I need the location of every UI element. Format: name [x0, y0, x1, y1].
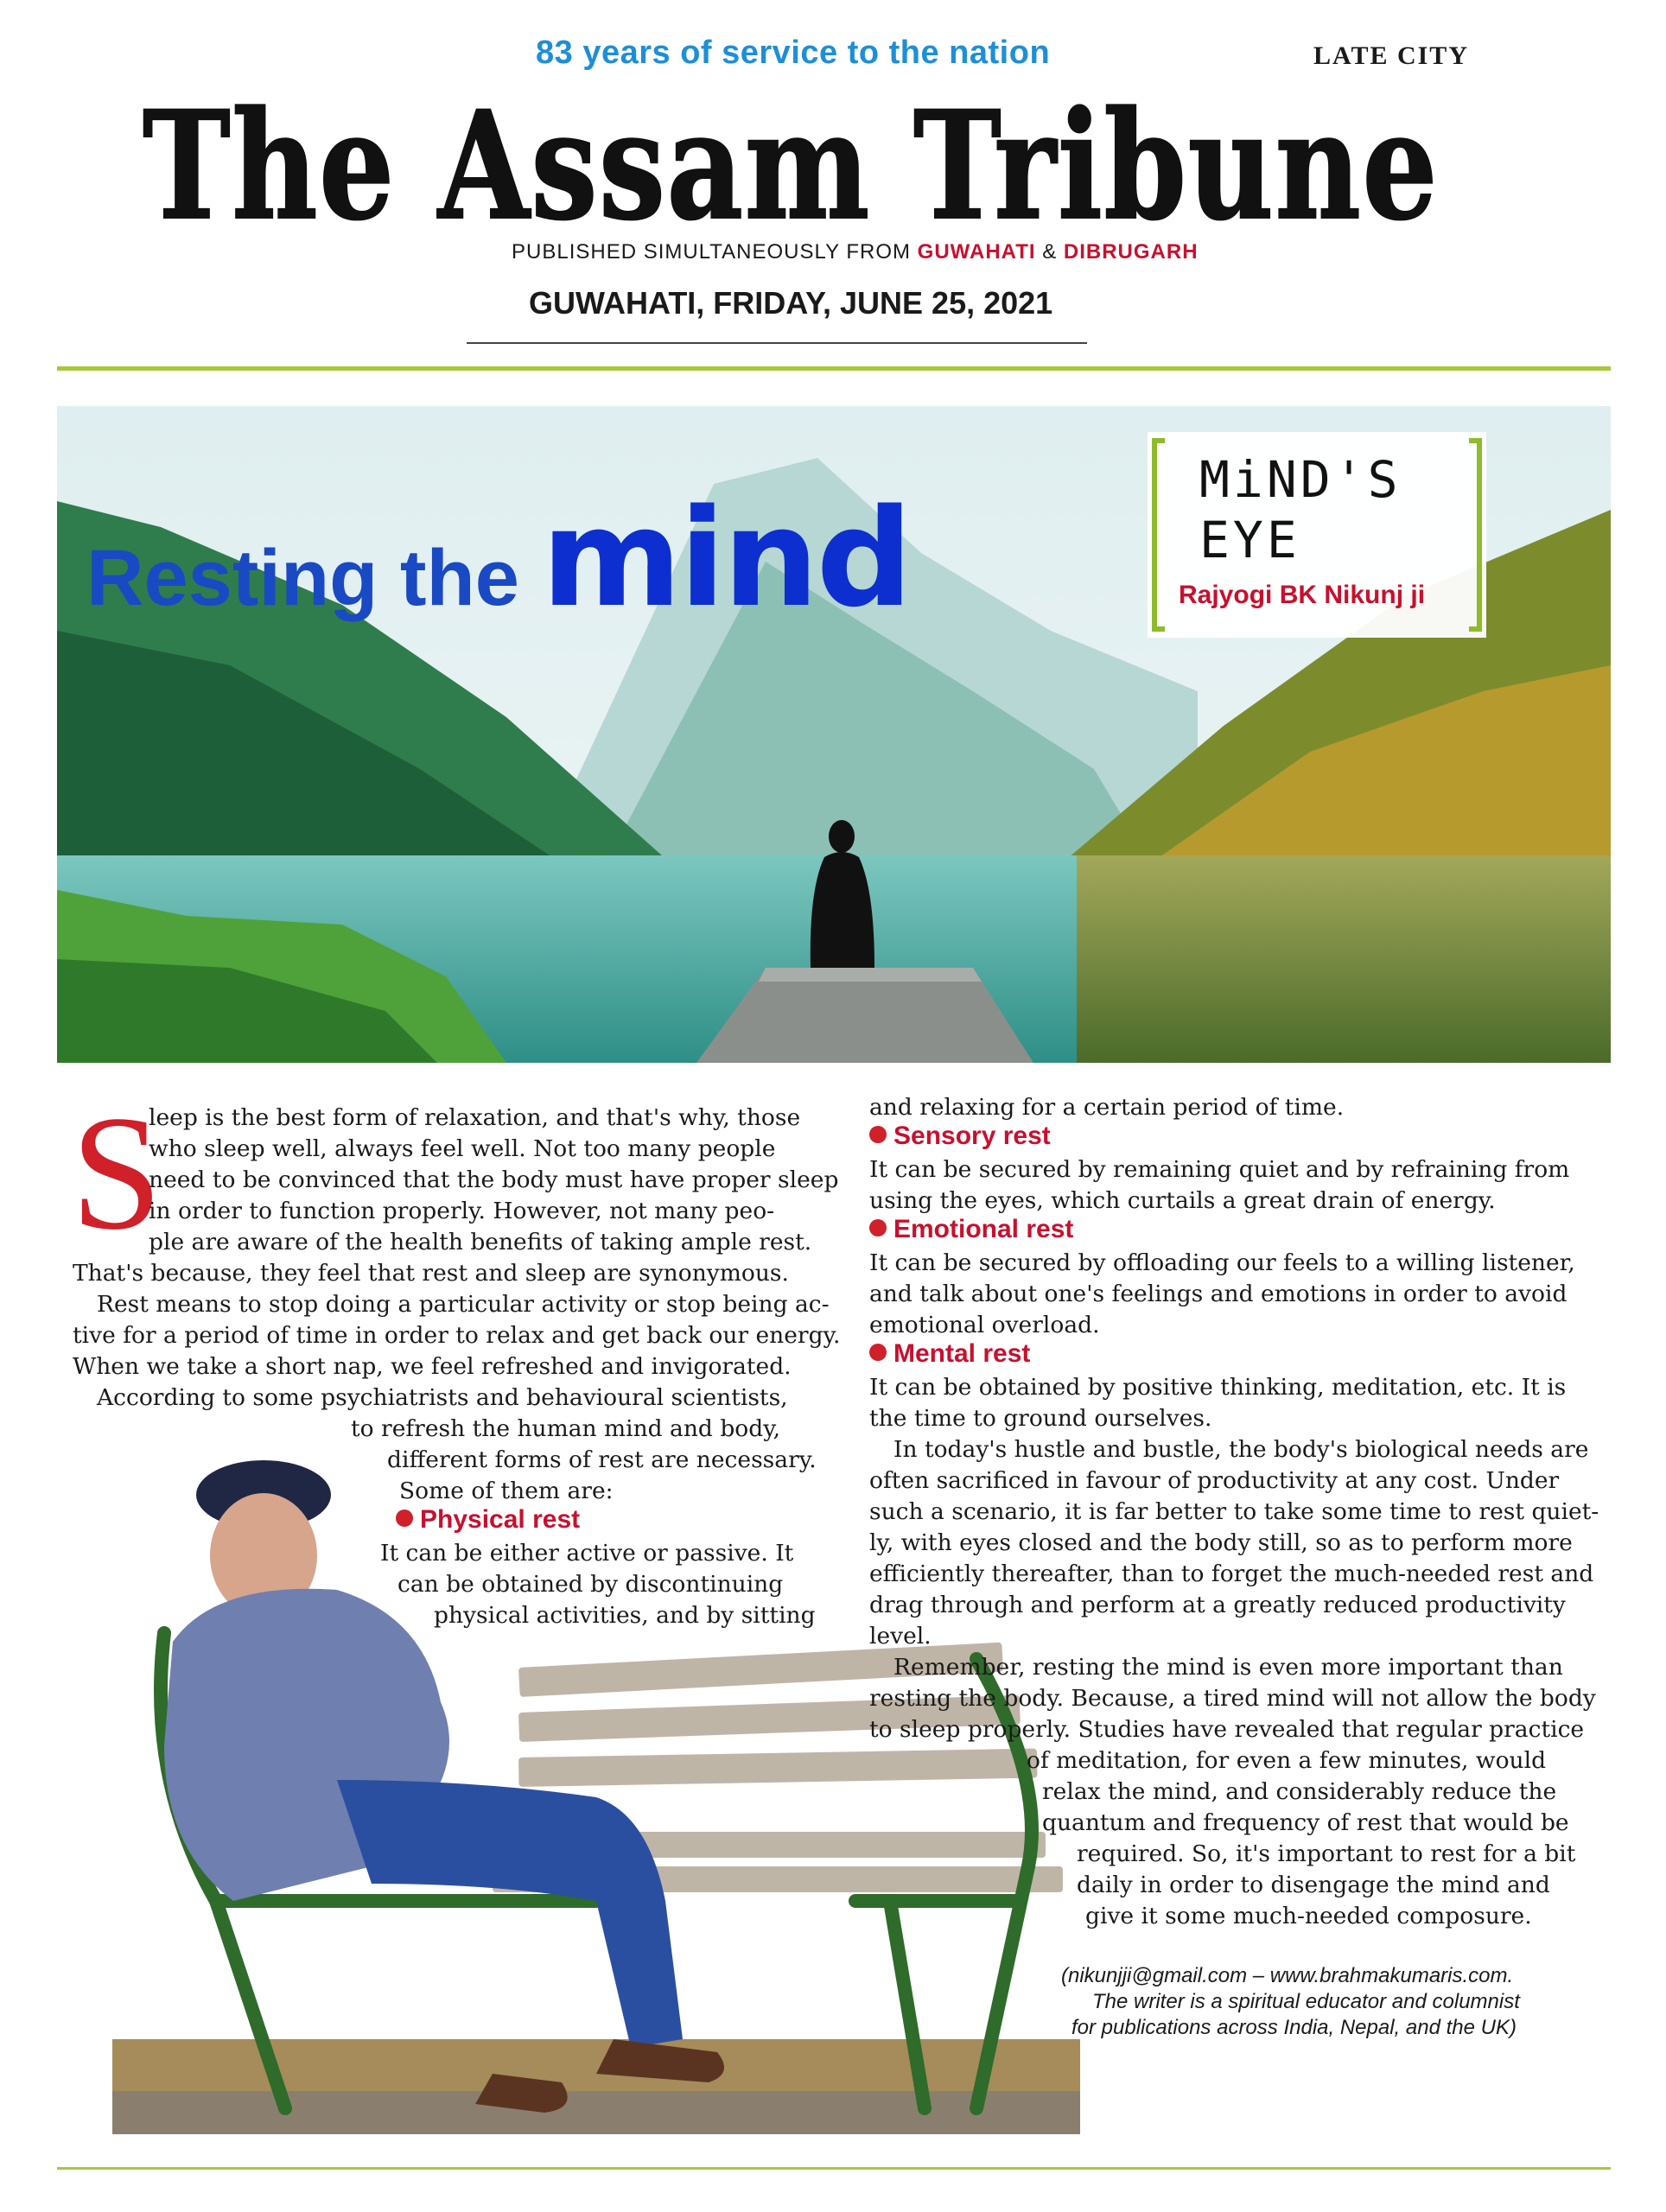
emotional-line-3: emotional overload.: [869, 1312, 1100, 1338]
mental-line-18: give it some much-needed composure.: [1085, 1903, 1532, 1929]
column-author: Rajyogi BK Nikunj ji: [1179, 581, 1426, 609]
mental-line-12: to sleep properly. Studies have revealed that regular practice: [869, 1716, 1585, 1743]
subhead-physical-rest: [396, 1505, 580, 1535]
physical-line-2: can be obtained by discontinuing: [397, 1571, 784, 1598]
mental-line-17: daily in order to disengage the mind and: [1077, 1872, 1550, 1898]
emotional-line-1: It can be secured by offloading our feels to a willing listener,: [869, 1249, 1575, 1276]
left-col-line-12: different forms of rest are necessary.: [387, 1446, 817, 1473]
mental-line-11: resting the body. Because, a tired mind will not allow the body: [869, 1685, 1596, 1712]
headline-lead: Resting the: [86, 534, 519, 622]
subhead-physical-label: Physical rest: [420, 1505, 581, 1534]
mental-line-14: relax the mind, and considerably reduce the: [1042, 1778, 1557, 1805]
mental-line-7: efficiently thereafter, than to forget the much-needed rest and: [869, 1560, 1594, 1587]
edition-label: LATE CITY: [1313, 41, 1469, 70]
sensory-line-1: It can be secured by remaining quiet and by refraining from: [869, 1156, 1570, 1183]
subhead-sensory-rest: [869, 1122, 1051, 1151]
dateline-rule: [467, 342, 1087, 344]
column-title-line1: MiND'S: [1199, 450, 1402, 509]
left-col-line-3: need to be convinced that the body must have proper sleep: [149, 1166, 839, 1193]
left-col-line-4: in order to function properly. However, not many peo-: [149, 1198, 775, 1224]
left-col-line-5: ple are aware of the health benefits of taking ample rest.: [149, 1229, 812, 1255]
mental-line-1: It can be obtained by positive thinking, meditation, etc. It is: [869, 1374, 1567, 1401]
left-col-line-2: who sleep well, always feel well. Not too many people: [149, 1135, 776, 1162]
bullet-icon: [869, 1344, 887, 1361]
header-divider: [57, 366, 1611, 371]
dateline: GUWAHATI, FRIDAY, JUNE 25, 2021: [529, 285, 1053, 321]
author-credit-line-3: for publications across India, Nepal, and the UK): [1071, 2016, 1517, 2039]
mental-line-8: drag through and perform at a greatly reduced productivity: [869, 1592, 1566, 1618]
subhead-emotional-label: Emotional rest: [893, 1215, 1074, 1243]
emotional-line-2: and talk about one's feelings and emotions in order to avoid: [869, 1281, 1567, 1307]
left-col-line-6: That's because, they feel that rest and sleep are synonymous.: [73, 1260, 789, 1287]
mental-line-15: quantum and frequency of rest that would be: [1042, 1809, 1569, 1836]
bullet-icon: [869, 1126, 887, 1143]
subhead-emotional-rest: [869, 1215, 1073, 1244]
subhead-mental-label: Mental rest: [893, 1339, 1031, 1368]
sensory-line-2: using the eyes, which curtails a great drain of energy.: [869, 1187, 1496, 1214]
mental-line-4: often sacrificed in favour of productivity at any cost. Under: [869, 1467, 1560, 1494]
city-guwahati: GUWAHATI: [917, 240, 1036, 264]
mental-line-6: ly, with eyes closed and the body still, so as to perform more: [869, 1529, 1573, 1556]
mental-line-2: the time to ground ourselves.: [869, 1405, 1212, 1432]
bullet-icon: [396, 1510, 413, 1527]
mental-line-3: In today's hustle and bustle, the body's biological needs are: [893, 1436, 1589, 1463]
headline-keyword: mind: [541, 480, 911, 637]
mental-line-16: required. So, it's important to rest for a bit: [1077, 1840, 1576, 1867]
left-col-line-8: tive for a period of time in order to relax and get back our energy.: [73, 1322, 841, 1349]
right-col-intro: and relaxing for a certain period of time.: [869, 1094, 1345, 1121]
subhead-sensory-label: Sensory rest: [893, 1122, 1051, 1150]
mental-line-10: Remember, resting the mind is even more important than: [893, 1654, 1563, 1681]
left-col-line-7: Rest means to stop doing a particular activity or stop being ac-: [97, 1291, 830, 1318]
newspaper-nameplate-logo: [130, 79, 1452, 252]
nameplate-text: The Assam Tribune: [143, 79, 1439, 252]
footer-divider: [57, 2167, 1611, 2170]
masthead-tagline: 83 years of service to the nation: [536, 35, 1051, 71]
bullet-icon: [869, 1219, 887, 1236]
left-col-line-9: When we take a short nap, we feel refreshed and invigorated.: [73, 1353, 792, 1380]
author-credit-line-2: The writer is a spiritual educator and columnist: [1092, 1990, 1520, 2013]
subhead-mental-rest: [869, 1339, 1030, 1369]
city-dibrugarh: DIBRUGARH: [1063, 240, 1199, 264]
left-col-line-1: leep is the best form of relaxation, and that's why, those: [149, 1104, 801, 1131]
ampersand: &: [1042, 240, 1058, 264]
left-col-line-11: to refresh the human mind and body,: [351, 1415, 781, 1442]
mental-line-5: such a scenario, it is far better to take some time to rest quiet-: [869, 1498, 1599, 1525]
mental-line-13: of meditation, for even a few minutes, would: [1027, 1747, 1547, 1774]
published-prefix: PUBLISHED SIMULTANEOUSLY FROM: [512, 240, 911, 264]
column-title: [1199, 449, 1402, 570]
drop-cap: S: [71, 1083, 162, 1264]
left-col-line-10: According to some psychiatrists and behavioural scientists,: [97, 1384, 788, 1411]
physical-line-1: It can be either active or passive. It: [380, 1540, 794, 1567]
column-title-line2: EYE: [1199, 511, 1300, 569]
left-col-line-13: Some of them are:: [399, 1478, 614, 1504]
physical-line-3: physical activities, and by sitting: [434, 1602, 816, 1629]
headline: [86, 480, 910, 637]
mental-line-9: level.: [869, 1623, 932, 1649]
author-credit-line-1: (nikunjji@gmail.com – www.brahmakumaris.com.: [1061, 1964, 1514, 1987]
published-line: [512, 240, 1199, 264]
